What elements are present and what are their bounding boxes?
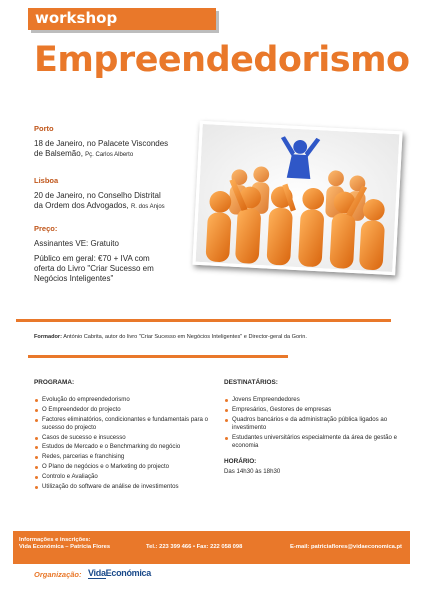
destinatarios-list	[224, 396, 399, 450]
destinatarios-title: DESTINATÁRIOS:	[224, 379, 278, 386]
session-address: Pç. Carlos Alberto	[85, 152, 134, 158]
business-people-figures-image	[196, 124, 400, 272]
contact-heading: Informações e inscrições:	[19, 537, 91, 543]
session-porto	[34, 124, 199, 160]
workshop-label	[28, 8, 216, 30]
city-label: Lisboa	[34, 176, 59, 185]
list-item: Factores eliminatórios, condicionantes e fundamentais para o sucesso do projecto	[34, 416, 214, 433]
logo-part: Económica	[105, 568, 151, 578]
list-item: Estudos de Mercado e o Benchmarking do negócio	[34, 443, 214, 451]
divider	[16, 319, 391, 322]
list-item: Jovens Empreendedores	[224, 396, 399, 404]
session-line: 20 de Janeiro, no Conselho Distrital	[34, 191, 161, 200]
programa-list	[34, 396, 214, 491]
price-block	[34, 224, 204, 284]
workshop-tag: workshop	[35, 9, 118, 27]
formador-label: Formador:	[34, 334, 62, 340]
price-subscribers: Assinantes VE: Gratuito	[34, 239, 119, 248]
price-public-2: oferta do Livro "Criar Sucesso em	[34, 264, 154, 273]
list-item: Empresários, Gestores de empresas	[224, 406, 399, 414]
session-venue: de Balsemão,	[34, 149, 83, 158]
session-lisboa	[34, 176, 199, 212]
divider	[28, 355, 288, 358]
contact-email[interactable]: E-mail: patriciaflores@vidaeconomica.pt	[290, 544, 402, 550]
vida-economica-logo	[88, 568, 151, 578]
business-people-image	[192, 121, 402, 275]
list-item: Quadros bancários e da administração pública ligados ao investimento	[224, 416, 399, 433]
list-item: O Plano de negócios e o Marketing do projecto	[34, 463, 214, 471]
city-label: Porto	[34, 124, 54, 133]
price-public: Público em geral: €70 + IVA com	[34, 254, 150, 263]
horario-title: HORÁRIO:	[224, 458, 257, 466]
price-label: Preço:	[34, 224, 58, 233]
list-item: O Empreendedor do projecto	[34, 406, 214, 414]
page-title: Empreendedorismo	[34, 40, 410, 80]
programa-section	[34, 379, 214, 492]
list-item: Redes, parcerias e franchising	[34, 453, 214, 461]
list-item: Controlo e Avaliação	[34, 473, 214, 481]
horario-text: Das 14h30 às 18h30	[224, 468, 281, 476]
programa-title: PROGRAMA:	[34, 379, 75, 386]
contact-phone: Tel.: 223 399 466 • Fax: 222 058 098	[146, 544, 243, 550]
contact-footer	[13, 531, 410, 564]
session-address: R. dos Anjos	[130, 204, 165, 210]
session-line-2	[34, 201, 199, 212]
list-item: Estudantes universitários especialmente da área de gestão e economia	[224, 434, 399, 451]
session-line: 18 de Janeiro, no Palacete Viscondes	[34, 139, 169, 148]
price-public-3: Negócios Inteligentes"	[34, 274, 114, 283]
logo-part: Vida	[88, 568, 106, 578]
list-item: Utilização do software de análise de investimentos	[34, 483, 214, 491]
list-item: Evolução do empreendedorismo	[34, 396, 214, 404]
contact-name: Vida Económica – Patrícia Flores	[19, 544, 111, 550]
destinatarios-section	[224, 379, 399, 475]
organizacao-label: Organização:	[34, 570, 82, 579]
session-line-2	[34, 149, 199, 160]
formador-line	[34, 334, 404, 340]
session-venue: da Ordem dos Advogados,	[34, 201, 129, 210]
formador-text: António Cabrita, autor do livro "Criar Sucesso em Negócios Inteligentes" e Director-geral da Gorin.	[63, 334, 307, 340]
list-item: Casos de sucesso e insucesso	[34, 434, 214, 442]
